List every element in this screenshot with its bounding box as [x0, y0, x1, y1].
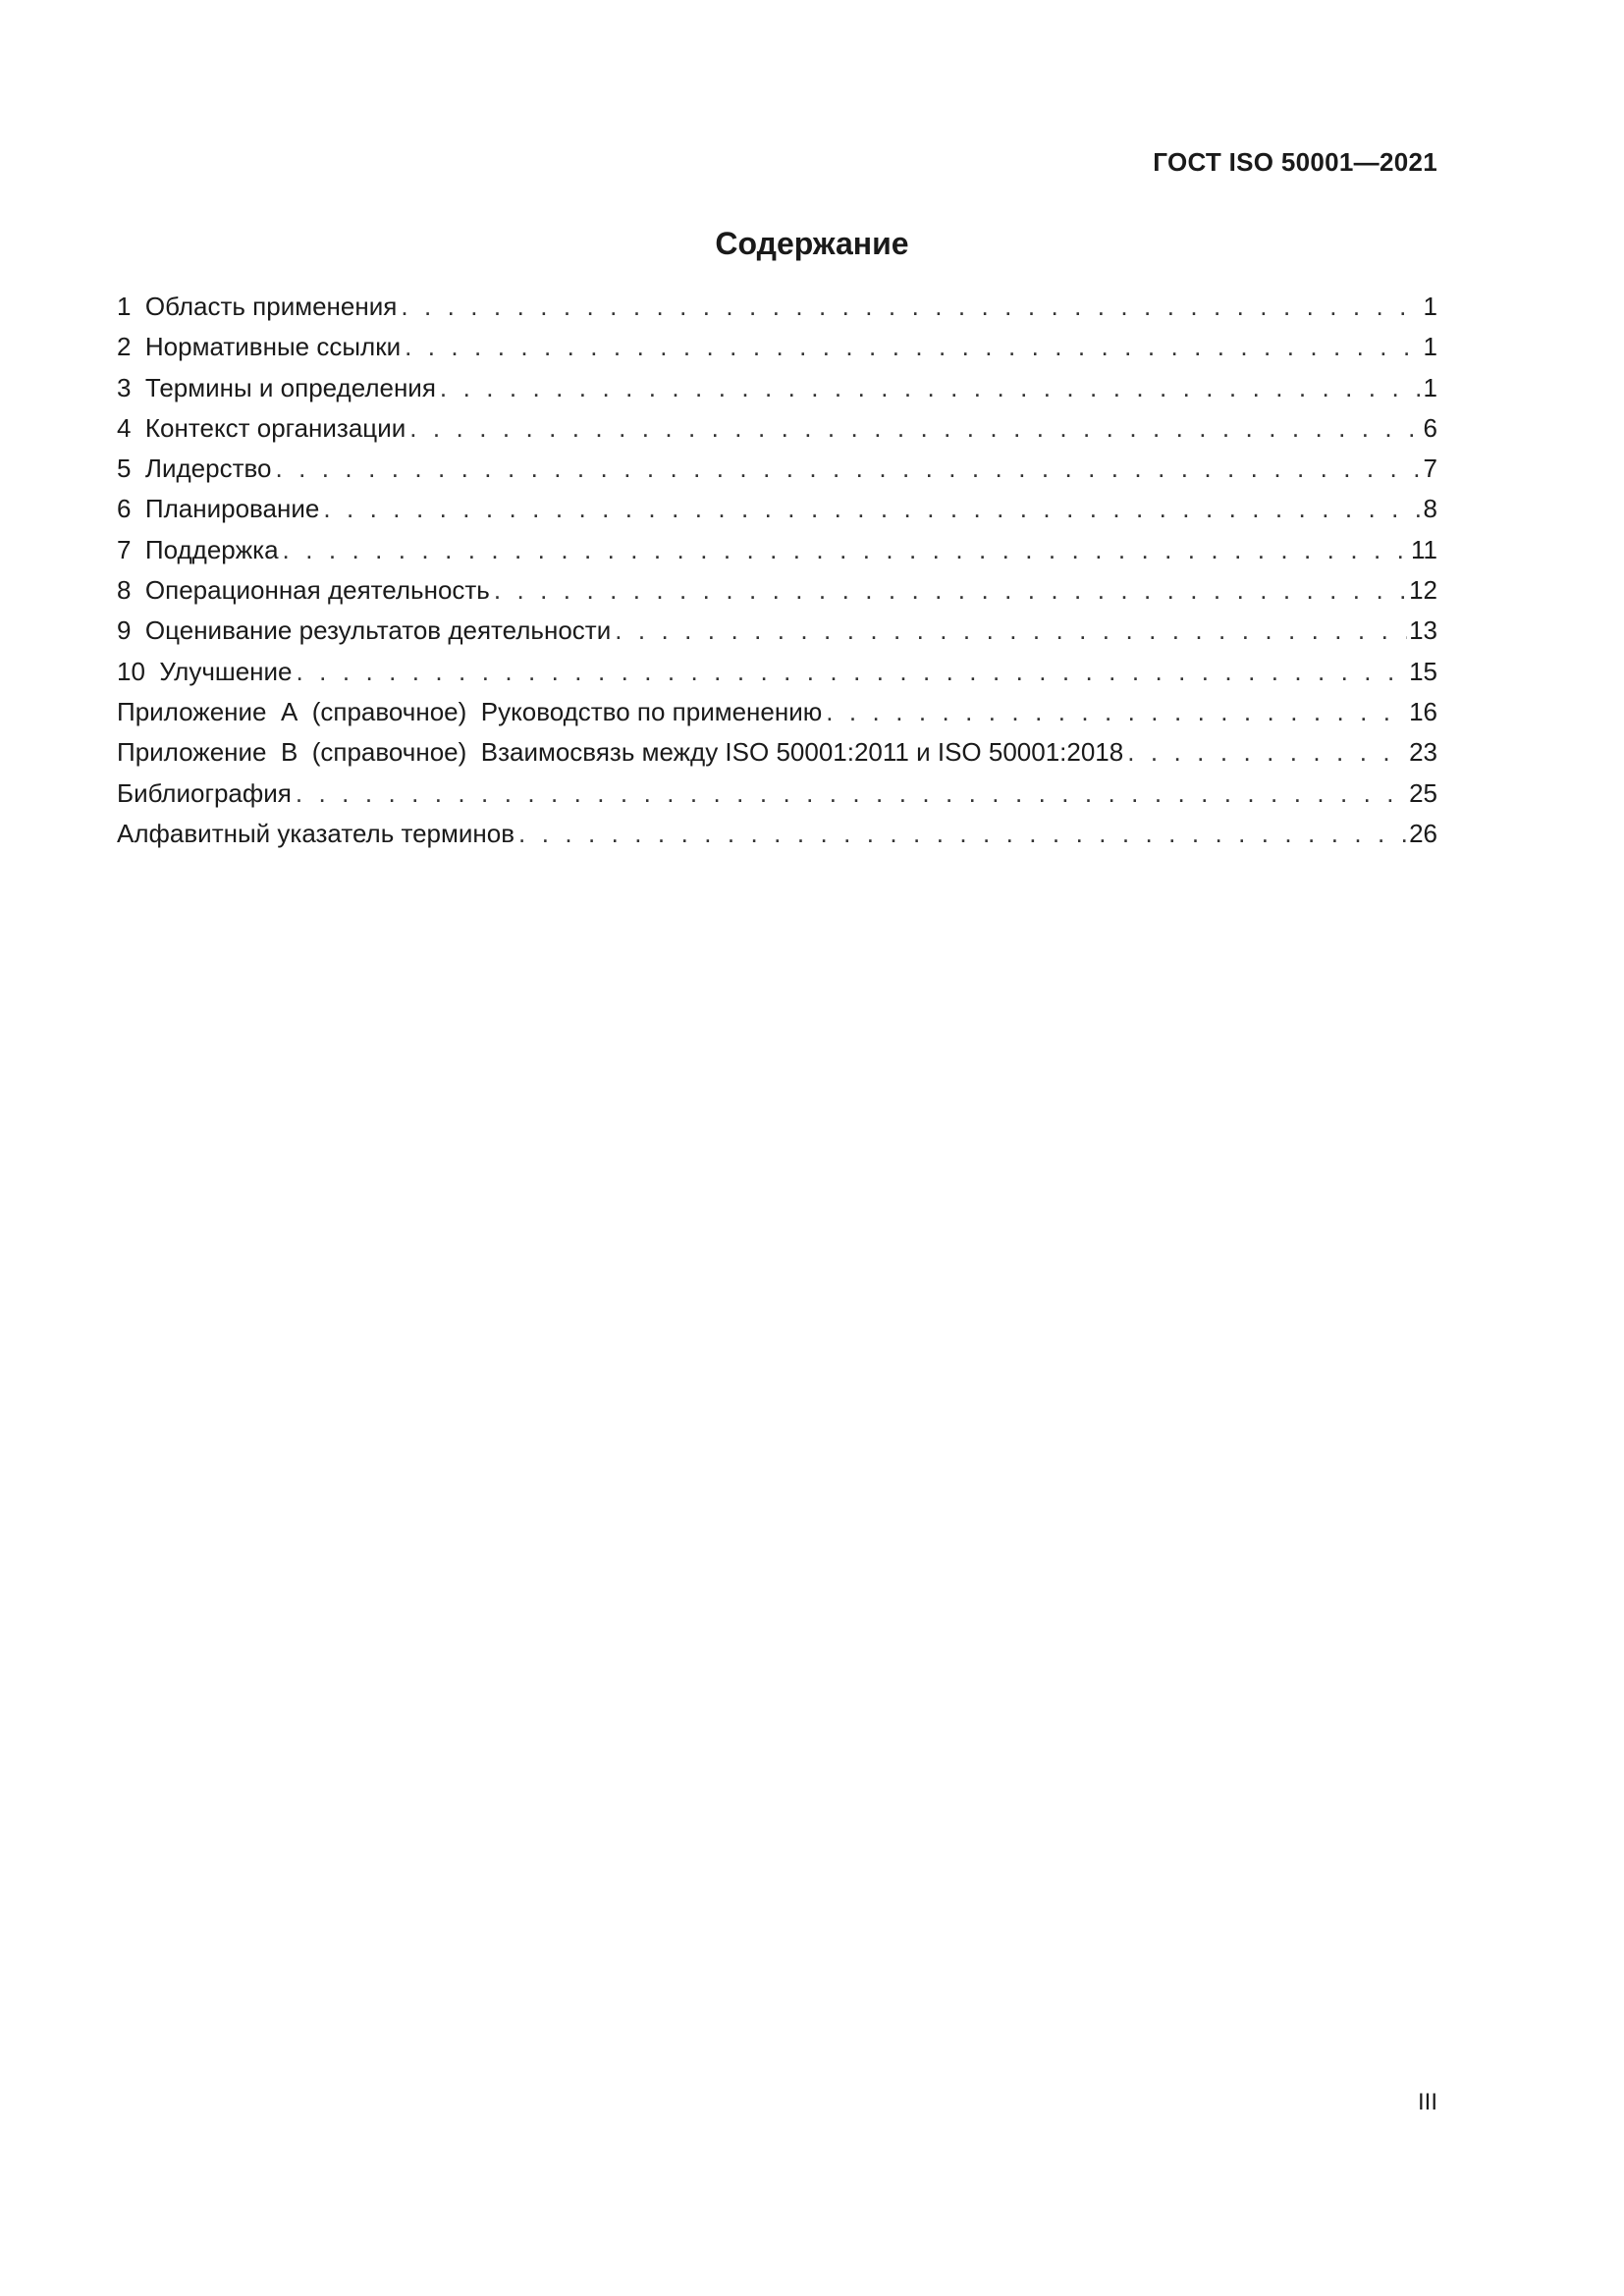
toc-dot-leader: [615, 611, 1407, 651]
toc-entry-label: Приложение В (справочное) Взаимосвязь между ISO 50001:2011 и ISO 50001:2018: [117, 737, 1124, 768]
toc-entry[interactable]: [117, 530, 1437, 570]
toc-entry-page: 1: [1423, 372, 1437, 402]
toc-entry[interactable]: [117, 732, 1437, 773]
toc-dot-leader: [826, 692, 1407, 732]
toc-dot-leader: [409, 408, 1421, 449]
toc-entry[interactable]: [117, 652, 1437, 692]
toc-entry-page: 25: [1409, 777, 1437, 808]
toc-dot-leader: [297, 652, 1408, 692]
toc-dot-leader: [283, 530, 1409, 570]
toc-entry-page: 26: [1409, 818, 1437, 848]
toc-entry-label: 6 Планирование: [117, 494, 320, 524]
toc-entry-label: Приложение А (справочное) Руководство по применению: [117, 696, 823, 726]
toc-dot-leader: [296, 774, 1407, 814]
toc-entry[interactable]: [117, 287, 1437, 327]
toc-entry-page: 8: [1423, 494, 1437, 524]
toc-entry-label: 3 Термины и определения: [117, 372, 436, 402]
toc-entry-label: 1 Область применения: [117, 292, 398, 321]
toc-entry-page: 23: [1409, 737, 1437, 768]
toc-entry[interactable]: [117, 408, 1437, 449]
toc-entry[interactable]: [117, 570, 1437, 611]
toc-dot-leader: [275, 449, 1421, 489]
page-number: III: [1417, 2089, 1437, 2115]
toc-entry[interactable]: [117, 814, 1437, 854]
toc-entry-page: 1: [1423, 332, 1437, 362]
toc-entry-label: 7 Поддержка: [117, 534, 279, 564]
document-code: ГОСТ ISO 50001—2021: [1153, 147, 1437, 177]
toc-entry-label: 8 Операционная деятельность: [117, 575, 490, 606]
toc-entry-label: 2 Нормативные ссылки: [117, 332, 402, 362]
toc-dot-leader: [405, 327, 1421, 367]
toc-dot-leader: [401, 287, 1421, 327]
toc-dot-leader: [1127, 732, 1407, 773]
toc-entry[interactable]: [117, 449, 1437, 489]
toc-entry-page: 12: [1409, 575, 1437, 606]
toc-entry-page: 15: [1409, 656, 1437, 686]
toc-entry-label: 10 Улучшение: [117, 656, 293, 686]
toc-entry[interactable]: [117, 489, 1437, 529]
toc-entry[interactable]: [117, 692, 1437, 732]
toc-dot-leader: [323, 489, 1421, 529]
toc-entry-label: 5 Лидерство: [117, 454, 272, 484]
table-of-contents: [117, 287, 1437, 854]
toc-entry-page: 11: [1411, 534, 1437, 564]
toc-entry-label: Алфавитный указатель терминов: [117, 818, 515, 848]
toc-entry-page: 16: [1409, 696, 1437, 726]
toc-entry-page: 1: [1423, 292, 1437, 321]
toc-entry-label: 4 Контекст организации: [117, 412, 406, 443]
toc-dot-leader: [494, 570, 1407, 611]
toc-entry-page: 6: [1423, 412, 1437, 443]
toc-dot-leader: [518, 814, 1407, 854]
toc-entry[interactable]: [117, 611, 1437, 651]
toc-entry[interactable]: [117, 368, 1437, 408]
toc-entry[interactable]: [117, 774, 1437, 814]
toc-entry-page: 7: [1423, 454, 1437, 484]
toc-entry-page: 13: [1409, 615, 1437, 646]
toc-title: Содержание: [715, 226, 909, 261]
toc-dot-leader: [440, 368, 1422, 408]
toc-entry-label: 9 Оценивание результатов деятельности: [117, 615, 612, 646]
toc-entry[interactable]: [117, 327, 1437, 367]
toc-entry-label: Библиография: [117, 777, 292, 808]
